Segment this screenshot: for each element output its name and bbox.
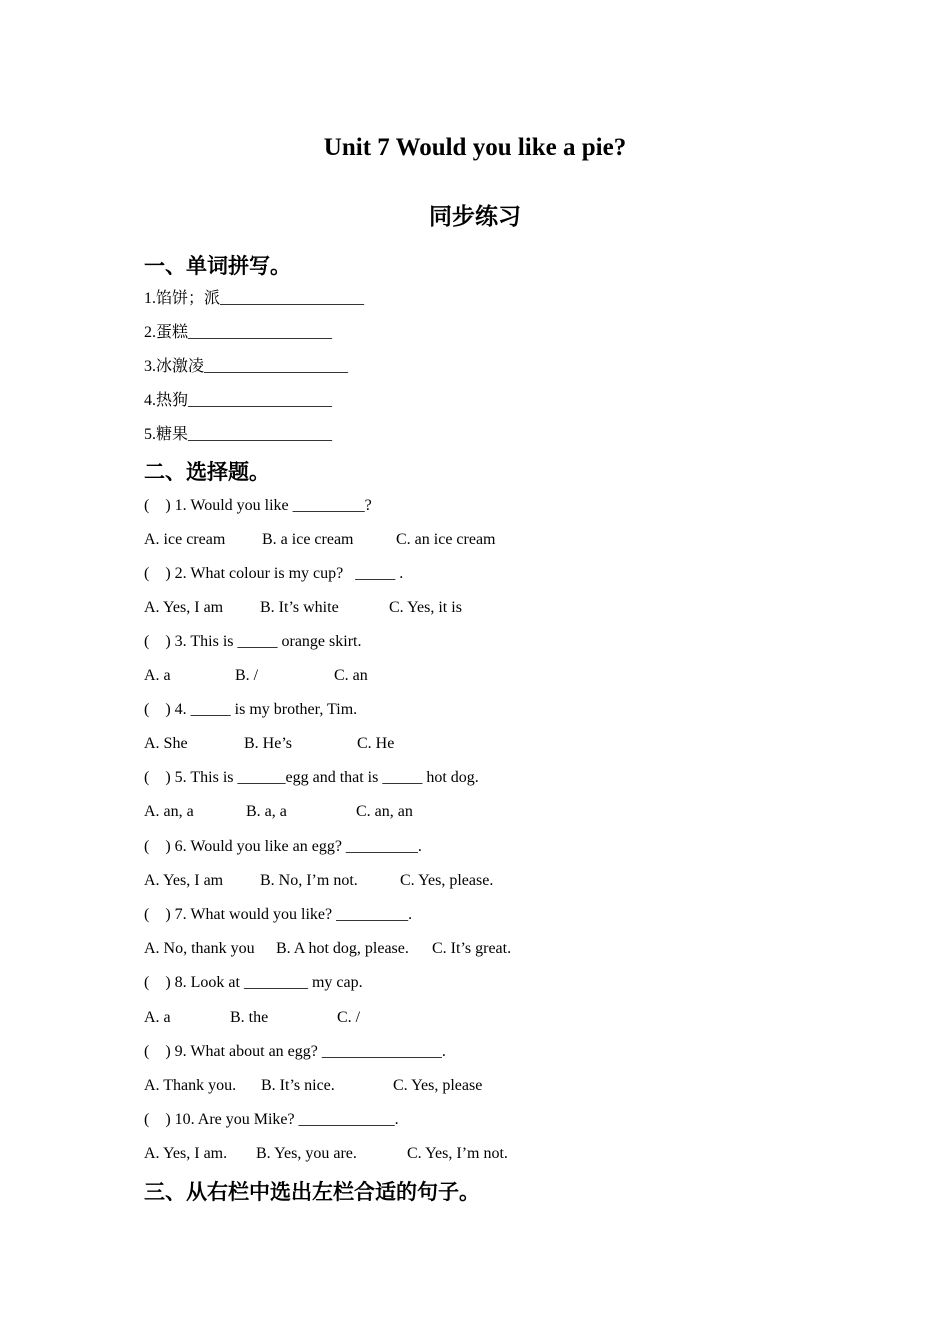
q6-option-b: B. No, I’m not. xyxy=(260,872,358,889)
q6-option-c: C. Yes, please. xyxy=(400,872,494,889)
q4-option-b: B. He’s xyxy=(244,735,292,752)
spelling-item-1: 1.馅饼；派__________________ xyxy=(144,290,365,307)
question-4: ( ) 4. _____ is my brother, Tim. xyxy=(144,701,358,718)
q3-option-a: A. a xyxy=(144,667,171,684)
question-1: ( ) 1. Would you like _________? xyxy=(144,497,372,514)
q5-option-b: B. a, a xyxy=(246,803,287,820)
section-heading-3: 三、从右栏中选出左栏合适的句子。 xyxy=(144,1180,480,1204)
q3-option-b: B. / xyxy=(235,667,259,684)
q8-option-c: C. / xyxy=(337,1009,361,1026)
spelling-item-5: 5.糖果__________________ xyxy=(144,426,333,443)
question-7: ( ) 7. What would you like? _________. xyxy=(144,906,413,923)
spelling-item-4: 4.热狗__________________ xyxy=(144,392,333,409)
q8-option-a: A. a xyxy=(144,1009,171,1026)
q7-option-c: C. It’s great. xyxy=(432,940,512,957)
q9-option-c: C. Yes, please xyxy=(393,1077,483,1094)
q9-option-b: B. It’s nice. xyxy=(261,1077,335,1094)
q3-option-c: C. an xyxy=(334,667,368,684)
q4-option-c: C. He xyxy=(357,735,395,752)
q7-option-b: B. A hot dog, please. xyxy=(276,940,409,957)
q10-option-b: B. Yes, you are. xyxy=(256,1145,357,1162)
question-5: ( ) 5. This is ______egg and that is _____ hot dog. xyxy=(144,769,479,786)
q7-option-a: A. No, thank you xyxy=(144,940,255,957)
q9-option-a: A. Thank you. xyxy=(144,1077,237,1094)
question-2: ( ) 2. What colour is my cup? _____ . xyxy=(144,565,404,582)
q8-option-b: B. the xyxy=(230,1009,269,1026)
q1-option-b: B. a ice cream xyxy=(262,531,354,548)
section-heading-1: 一、单词拼写。 xyxy=(144,254,291,278)
q2-option-a: A. Yes, I am xyxy=(144,599,224,616)
section-heading-2: 二、选择题。 xyxy=(144,460,270,484)
q2-option-c: C. Yes, it is xyxy=(389,599,462,616)
q5-option-c: C. an, an xyxy=(356,803,413,820)
q4-option-a: A. She xyxy=(144,735,188,752)
q2-option-b: B. It’s white xyxy=(260,599,339,616)
q5-option-a: A. an, a xyxy=(144,803,194,820)
spelling-item-2: 2.蛋糕__________________ xyxy=(144,324,333,341)
question-3: ( ) 3. This is _____ orange skirt. xyxy=(144,633,362,650)
page-title: Unit 7 Would you like a pie? xyxy=(323,134,627,161)
question-6: ( ) 6. Would you like an egg? _________. xyxy=(144,838,422,855)
page-subtitle: 同步练习 xyxy=(429,204,521,230)
question-8: ( ) 8. Look at ________ my cap. xyxy=(144,974,363,991)
q1-option-c: C. an ice cream xyxy=(396,531,496,548)
q10-option-c: C. Yes, I’m not. xyxy=(407,1145,508,1162)
question-10: ( ) 10. Are you Mike? ____________. xyxy=(144,1111,399,1128)
q1-option-a: A. ice cream xyxy=(144,531,226,548)
spelling-item-3: 3.冰激凌__________________ xyxy=(144,358,349,375)
q10-option-a: A. Yes, I am. xyxy=(144,1145,228,1162)
q6-option-a: A. Yes, I am xyxy=(144,872,224,889)
question-9: ( ) 9. What about an egg? _______________. xyxy=(144,1043,446,1060)
